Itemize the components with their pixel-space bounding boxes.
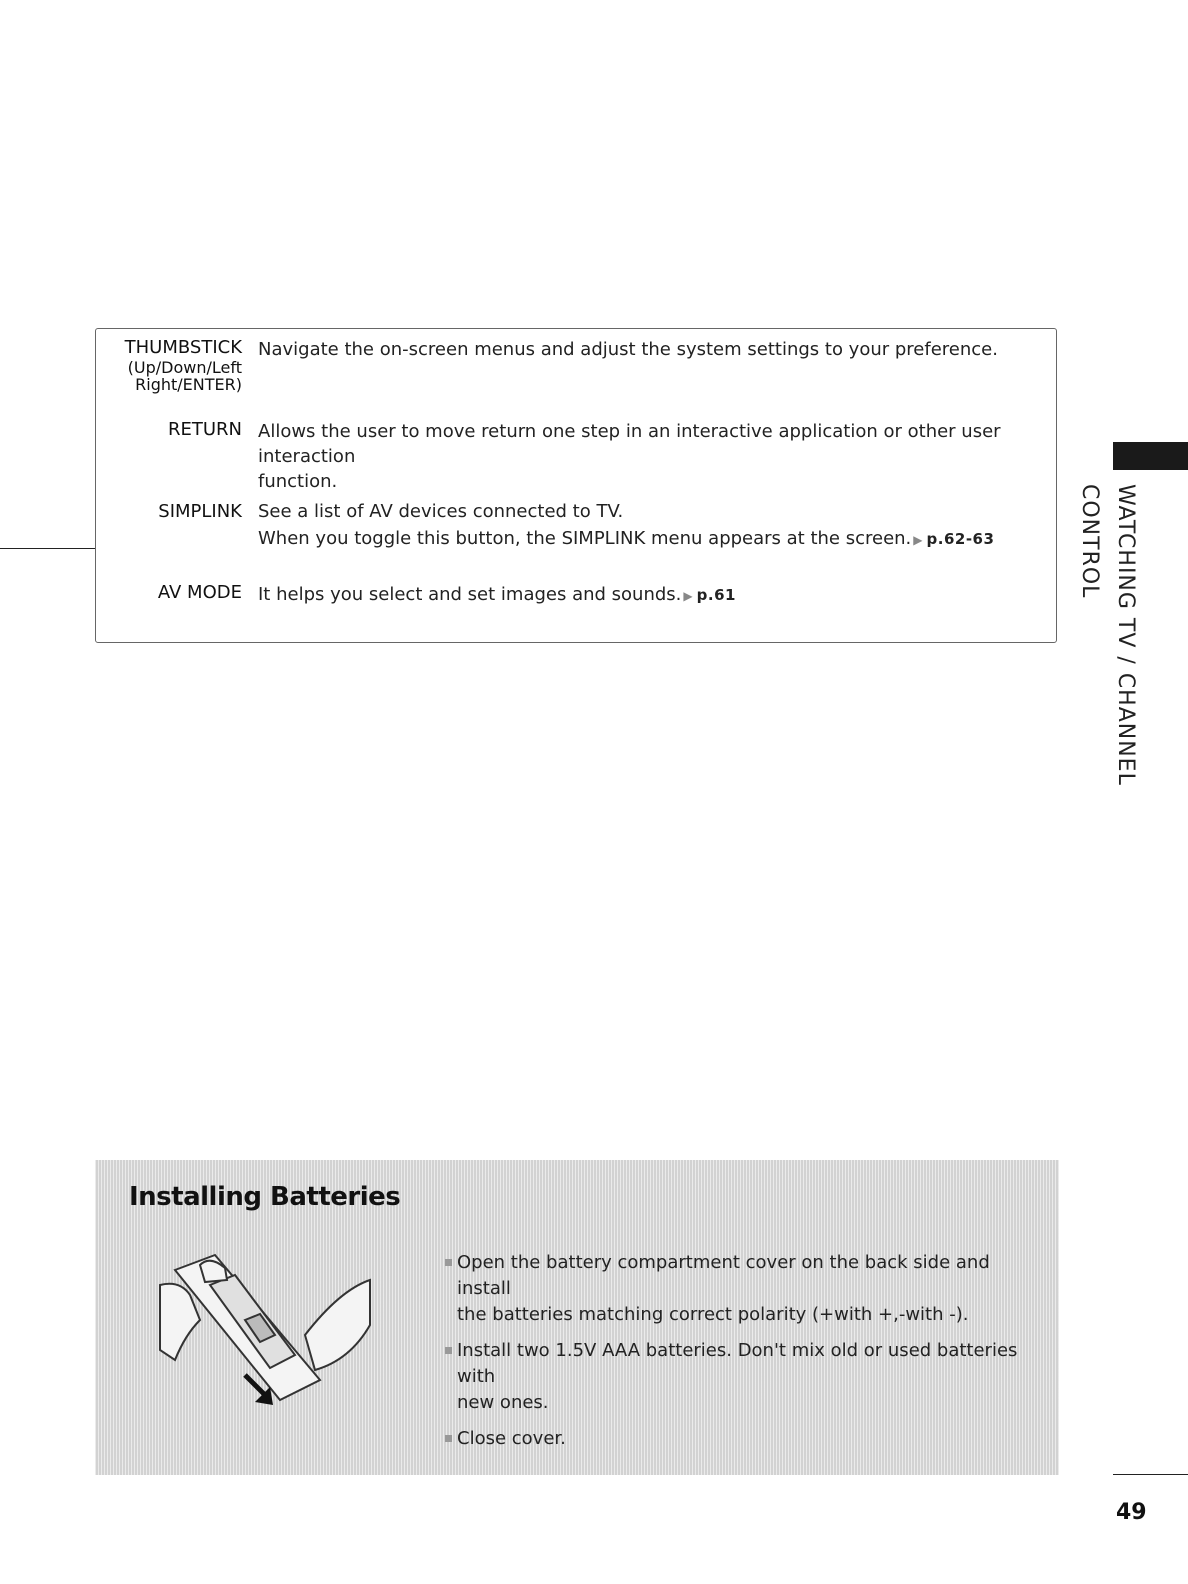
return-desc-line1: Allows the user to move return one step in an interactive application or other user interaction — [258, 421, 1001, 467]
av-mode-desc-text: It helps you select and set images and sounds. — [258, 584, 682, 605]
page-number-rule — [1113, 1474, 1188, 1475]
simplink-desc-line1: See a list of AV devices connected to TV. — [258, 501, 624, 522]
return-key: RETURN — [167, 419, 242, 440]
step3-text: Close cover. — [457, 1428, 566, 1449]
battery-step — [445, 1250, 1045, 1328]
step1-line1: Open the battery compartment cover on the back side and install — [457, 1252, 990, 1299]
thumbstick-key — [96, 337, 242, 393]
bullet-square-icon — [445, 1259, 452, 1266]
triangle-right-icon: ▶ — [683, 589, 693, 603]
function-description-box — [95, 328, 1057, 643]
simplink-desc-line2: When you toggle this button, the SIMPLINK menu appears at the screen. — [258, 528, 912, 549]
return-description — [258, 419, 1048, 494]
remote-battery-illustration — [155, 1250, 375, 1420]
simplink-desc-line2-wrap — [258, 526, 1048, 553]
simplink-description — [258, 499, 1048, 553]
battery-steps-list — [445, 1250, 1045, 1462]
panel-title: Installing Batteries — [129, 1182, 401, 1212]
return-desc-line2: function. — [258, 471, 338, 492]
thumbstick-description: Navigate the on-screen menus and adjust the system settings to your preference. — [258, 339, 998, 360]
battery-step — [445, 1338, 1045, 1416]
simplink-key: SIMPLINK — [158, 501, 242, 522]
av-mode-key: AV MODE — [157, 582, 242, 603]
thumbstick-sub-line1: (Up/Down/Left — [127, 358, 242, 377]
av-mode-page-ref: p.61 — [696, 586, 736, 604]
section-side-label: WATCHING TV / CHANNEL CONTROL — [1077, 484, 1138, 786]
installing-batteries-panel — [95, 1160, 1059, 1475]
step2-line2: new ones. — [457, 1392, 549, 1413]
triangle-right-icon: ▶ — [913, 533, 923, 547]
left-margin-rule — [0, 548, 96, 549]
thumbstick-sub-line2: Right/ENTER) — [135, 375, 242, 394]
battery-step — [445, 1426, 1045, 1452]
step1-line2: the batteries matching correct polarity (+with +,-with -). — [457, 1304, 969, 1325]
section-tab-marker — [1113, 442, 1188, 470]
bullet-square-icon — [445, 1347, 452, 1354]
simplink-page-ref: p.62-63 — [926, 530, 995, 548]
thumbstick-label: THUMBSTICK — [124, 337, 242, 358]
step2-line1: Install two 1.5V AAA batteries. Don't mix old or used batteries with — [457, 1340, 1018, 1387]
av-mode-description — [258, 582, 1048, 609]
page-number: 49 — [1116, 1500, 1147, 1525]
bullet-square-icon — [445, 1435, 452, 1442]
